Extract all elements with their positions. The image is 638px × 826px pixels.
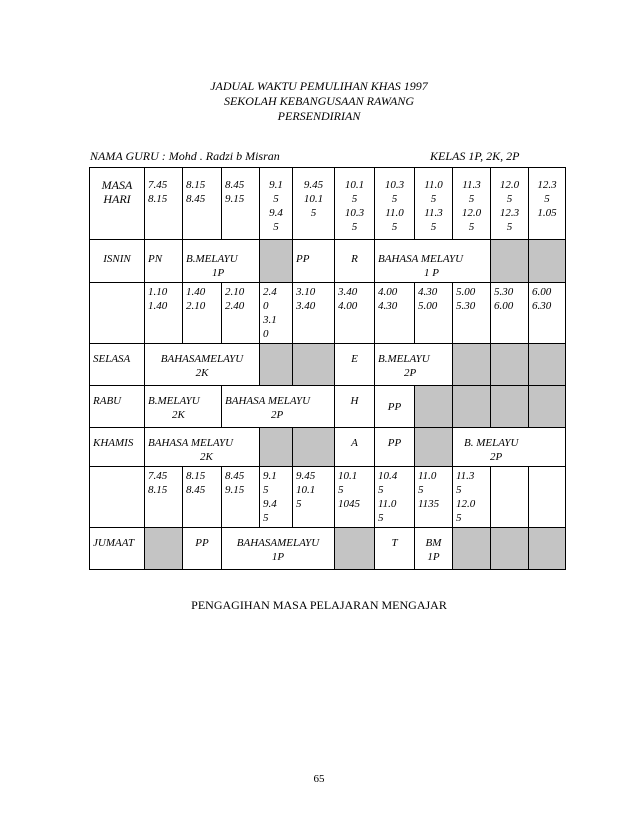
lesson-cell: H <box>335 386 375 428</box>
header-masa: MASA <box>101 178 133 192</box>
header-row <box>90 168 566 240</box>
row-rabu <box>90 386 566 428</box>
lesson-cell: PP <box>375 386 415 428</box>
time-slot: 3.10 3.40 <box>293 283 335 344</box>
time-slot: 1.10 1.40 <box>145 283 183 344</box>
empty-cell <box>491 344 529 386</box>
empty-cell <box>529 344 566 386</box>
time-slot: 9.45 10.1 5 <box>293 467 335 528</box>
empty-cell <box>453 386 491 428</box>
time-slot: 9.1 5 9.4 5 <box>260 168 293 240</box>
time-slot: 5.30 6.00 <box>491 283 529 344</box>
empty-cell <box>335 528 375 570</box>
row-selasa <box>90 344 566 386</box>
time-row-morning <box>90 467 566 528</box>
row-isnin <box>90 240 566 283</box>
day-label: SELASA <box>90 344 145 386</box>
time-slot: 9.45 10.1 5 <box>293 168 335 240</box>
time-row-pm <box>90 283 566 344</box>
page-number: 65 <box>313 773 325 785</box>
time-slot: 10.3 5 11.0 5 <box>375 168 415 240</box>
empty-cell <box>529 528 566 570</box>
lesson-cell: BAHASA MELAYU 1 P <box>375 240 491 283</box>
timetable <box>89 167 566 570</box>
lesson-cell: PP <box>375 428 415 467</box>
time-slot: 11.0 5 11.3 5 <box>415 168 453 240</box>
lesson-cell: E <box>335 344 375 386</box>
empty-cell <box>260 240 293 283</box>
time-slot: 10.4 5 11.0 5 <box>375 467 415 528</box>
empty-cell <box>293 344 335 386</box>
empty-cell <box>529 386 566 428</box>
empty-cell <box>529 240 566 283</box>
empty-cell <box>293 428 335 467</box>
lesson-cell: PP <box>293 240 335 283</box>
time-slot: 2.4 0 3.1 0 <box>260 283 293 344</box>
empty-cell <box>491 386 529 428</box>
time-slot: 7.45 8.15 <box>145 168 183 240</box>
lesson-cell: B.MELAYU 1P <box>183 240 260 283</box>
time-slot: 6.00 6.30 <box>529 283 566 344</box>
time-slot: 3.40 4.00 <box>335 283 375 344</box>
time-slot: 11.0 5 1135 <box>415 467 453 528</box>
time-slot: 2.10 2.40 <box>222 283 260 344</box>
time-slot: 8.45 9.15 <box>222 467 260 528</box>
empty-cell <box>491 467 529 528</box>
time-slot: 8.15 8.45 <box>183 467 222 528</box>
lesson-cell: BAHASAMELAYU 1P <box>222 528 335 570</box>
teacher-name: NAMA GURU : Mohd . Radzi b Misran <box>90 149 280 163</box>
time-slot: 4.30 5.00 <box>415 283 453 344</box>
school-name: SEKOLAH KEBANGUSAAN RAWANG <box>223 94 415 108</box>
empty-cell <box>415 386 453 428</box>
document-title: JADUAL WAKTU PEMULIHAN KHAS 1997 <box>210 79 428 93</box>
empty-cell <box>260 344 293 386</box>
empty-cell <box>453 344 491 386</box>
time-slot: 4.00 4.30 <box>375 283 415 344</box>
lesson-cell: B.MELAYU 2K <box>145 386 222 428</box>
empty-cell <box>491 240 529 283</box>
class-list: KELAS 1P, 2K, 2P <box>430 149 520 163</box>
header-label-cell <box>90 168 145 240</box>
lesson-cell: A <box>335 428 375 467</box>
time-slot: 7.45 8.15 <box>145 467 183 528</box>
lesson-cell: BAHASA MELAYU 2P <box>222 386 335 428</box>
row-khamis <box>90 428 566 467</box>
time-slot: 5.00 5.30 <box>453 283 491 344</box>
lesson-cell: R <box>335 240 375 283</box>
lesson-cell: T <box>375 528 415 570</box>
time-slot: 12.0 5 12.3 5 <box>491 168 529 240</box>
day-label: RABU <box>90 386 145 428</box>
empty-cell <box>90 283 145 344</box>
empty-cell <box>529 467 566 528</box>
lesson-cell: B.MELAYU 2P <box>375 344 453 386</box>
time-slot: 11.3 5 12.0 5 <box>453 467 491 528</box>
time-slot: 1.40 2.10 <box>183 283 222 344</box>
lesson-cell: B. MELAYU 2P <box>453 428 566 467</box>
school-type: PERSENDIRIAN <box>277 109 361 123</box>
lesson-cell: BM 1P <box>415 528 453 570</box>
footer-caption: PENGAGIHAN MASA PELAJARAN MENGAJAR <box>191 598 447 612</box>
lesson-cell: BAHASAMELAYU 2K <box>145 344 260 386</box>
lesson-cell: BAHASA MELAYU 2K <box>145 428 260 467</box>
empty-cell <box>415 428 453 467</box>
time-slot: 8.15 8.45 <box>183 168 222 240</box>
time-slot: 9.1 5 9.4 5 <box>260 467 293 528</box>
time-slot: 11.3 5 12.0 5 <box>453 168 491 240</box>
row-jumaat <box>90 528 566 570</box>
lesson-cell: PP <box>183 528 222 570</box>
empty-cell <box>491 528 529 570</box>
time-slot: 8.45 9.15 <box>222 168 260 240</box>
day-label: JUMAAT <box>90 528 145 570</box>
day-label: ISNIN <box>90 240 145 283</box>
time-slot: 12.3 5 1.05 <box>529 168 566 240</box>
empty-cell <box>145 528 183 570</box>
empty-cell <box>260 428 293 467</box>
empty-cell <box>90 467 145 528</box>
empty-cell <box>453 528 491 570</box>
day-label: KHAMIS <box>90 428 145 467</box>
time-slot: 10.1 5 1045 <box>335 467 375 528</box>
header-hari: HARI <box>103 192 131 206</box>
lesson-cell: PN <box>145 240 183 283</box>
time-slot: 10.1 5 10.3 5 <box>335 168 375 240</box>
